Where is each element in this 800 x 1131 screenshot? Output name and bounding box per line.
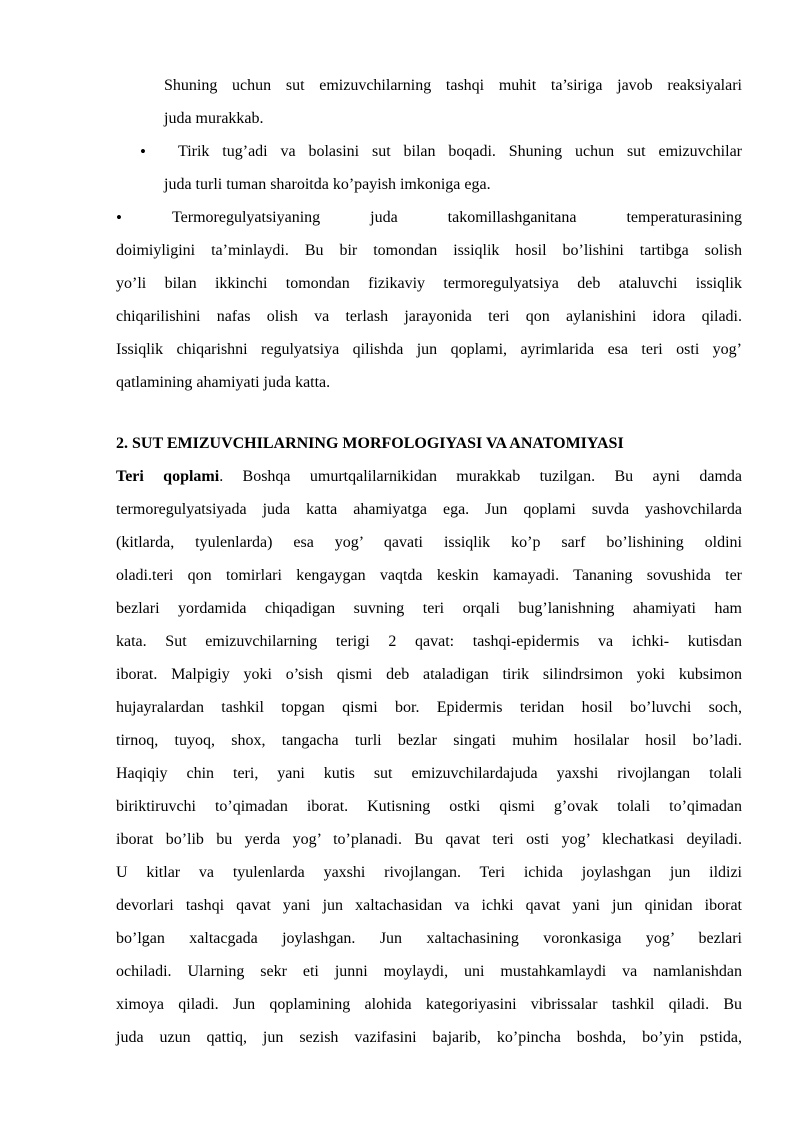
bullet-icon: • [140,142,146,161]
paragraph-line: oladi.teri qon tomirlari kengaygan vaqtda keskin kamayadi. Tananing sovushida ter [116,567,742,584]
paragraph-line: U kitlar va tyulenlarda yaxshi rivojlangan. Teri ichida joylashgan jun ildizi [116,864,742,881]
paragraph-line: chiqarilishini nafas olish va terlash jarayonida teri qon aylanishini idora qiladi. [116,308,742,325]
paragraph-line [116,467,742,487]
paragraph-text: . Boshqa umurtqalilarnikidan murakkab tuzilgan. Bu ayni damda [219,468,742,485]
paragraph-line: biriktiruvchi to’qimadan iborat. Kutisning ostki qismi g’ovak tolali to’qimadan [116,798,742,815]
bullet-icon: • [116,208,122,227]
paragraph-line: qatlamining ahamiyati juda katta. [116,374,331,391]
paragraph-line: juda murakkab. [164,110,264,127]
bullet-line: Tirik tug’adi va bolasini sut bilan boqadi. Shuning uchun sut emizuvchilar [178,143,742,160]
bold-term: Teri qoplami [116,468,220,485]
paragraph-line: Issiqlik chiqarishni regulyatsiya qilishda jun qoplami, ayrimlarida esa teri osti yog’ [116,341,742,358]
paragraph-line: bezlari yordamida chiqadigan suvning teri orqali bug’lanishning ahamiyati ham [116,600,742,617]
paragraph-line: tirnoq, tuyoq, shox, tangacha turli bezlar singati muhim hosilalar hosil bo’ladi. [116,732,742,749]
paragraph-line: hujayralardan tashkil topgan qismi bor. Epidermis teridan hosil bo’luvchi soch, [116,699,742,716]
bullet-line: Termoregulyatsiyaning juda takomillashganitana temperaturasining [172,209,742,226]
paragraph-line: bo’lgan xaltacgada joylashgan. Jun xaltachasining voronkasiga yog’ bezlari [116,930,742,947]
paragraph-line: doimiyligini ta’minlaydi. Bu bir tomondan issiqlik hosil bo’lishini tartibga solish [116,242,742,259]
paragraph-line: Haqiqiy chin teri, yani kutis sut emizuvchilardajuda yaxshi rivojlangan tolali [116,765,742,782]
paragraph-line: termoregulyatsiyada juda katta ahamiyatga ega. Jun qoplami suvda yashovchilarda [116,501,742,518]
paragraph-line: iborat bo’lib bu yerda yog’ to’planadi. Bu qavat teri osti yog’ klechatkasi deyiladi. [116,831,742,848]
paragraph-line: devorlari tashqi qavat yani jun xaltachasidan va ichki qavat yani jun qinidan iborat [116,897,742,914]
paragraph-line: iborat. Malpigiy yoki o’sish qismi deb ataladigan tirik silindrsimon yoki kubsimon [116,666,742,683]
paragraph-line: (kitlarda, tyulenlarda) esa yog’ qavati issiqlik ko’p sarf bo’lishining oldini [116,534,742,551]
paragraph-line: ochiladi. Ularning sekr eti junni moylaydi, uni mustahkamlaydi va namlanishdan [116,963,742,980]
bullet-line: juda turli tuman sharoitda ko’payish imkoniga ega. [164,176,491,193]
paragraph-line: kata. Sut emizuvchilarning terigi 2 qavat: tashqi-epidermis va ichki- kutisdan [116,633,742,650]
paragraph-line: yo’li bilan ikkinchi tomondan fizikaviy termoregulyatsiya deb ataluvchi issiqlik [116,275,742,292]
paragraph-line: Shuning uchun sut emizuvchilarning tashqi muhit ta’siriga javob reaksiyalari [164,77,742,94]
paragraph-line: ximoya qiladi. Jun qoplamining alohida kategoriyasini vibrissalar tashkil qiladi. Bu [116,996,742,1013]
section-heading: 2. SUT EMIZUVCHILARNING MORFOLOGIYASI VA ANATOMIYASI [116,435,624,452]
paragraph-line: juda uzun qattiq, jun sezish vazifasini bajarib, ko’pincha boshda, bo’yin pstida, [116,1029,742,1046]
